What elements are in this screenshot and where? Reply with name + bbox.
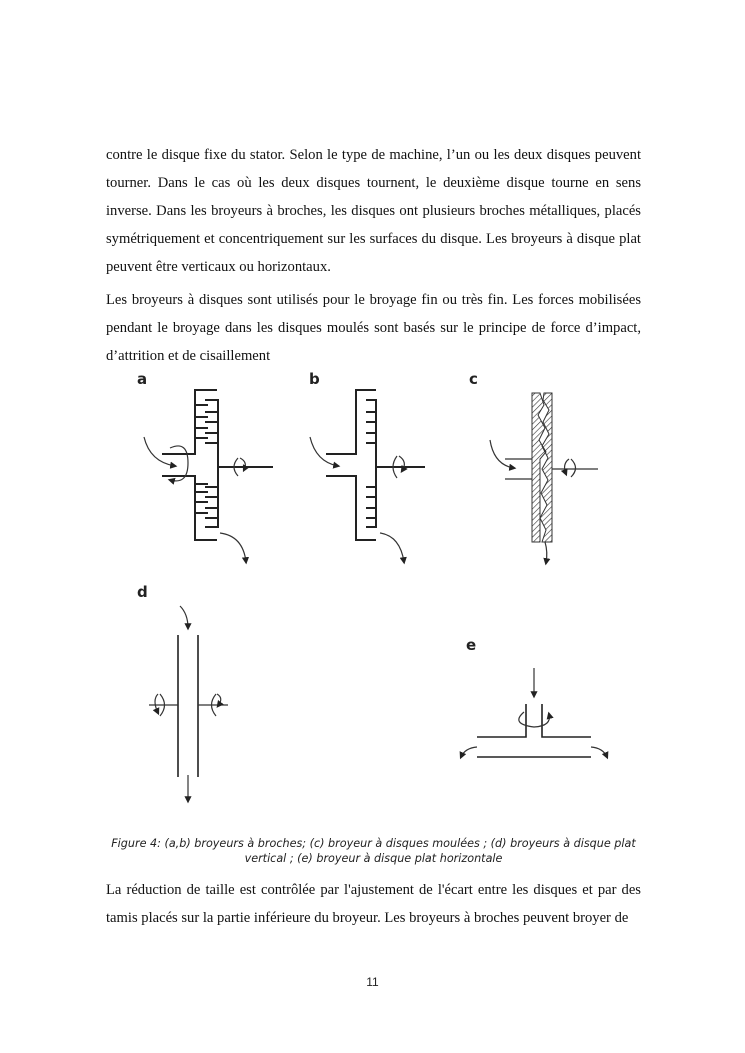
panel-a-pin-mill [137, 370, 273, 562]
panel-c-moulded-disc-mill [469, 370, 598, 563]
panel-e-horizontal-flat-disc-mill [461, 636, 607, 757]
paragraph-3: La réduction de taille est contrôlée par l'ajustement de l'écart entre les disques et par des tamis placés sur la partie inférieure du broyeur. Les broyeurs à broches peuvent broyer de [106, 882, 641, 926]
panel-label-d: d [137, 583, 148, 601]
figure-caption-line-2: vertical ; (e) broyeur à disque plat horizontale [244, 852, 503, 865]
panel-label-c: c [469, 370, 478, 388]
panel-label-b: b [309, 370, 320, 388]
panel-d-vertical-flat-disc-mill [137, 583, 228, 801]
figure-caption [106, 836, 641, 866]
panel-label-a: a [137, 370, 148, 388]
panel-b-pin-mill [309, 370, 425, 562]
panel-label-e: e [466, 636, 477, 654]
page-number: 11 [366, 975, 379, 989]
paragraph-1: contre le disque fixe du stator. Selon le type de machine, l’un ou les deux disques peuvent tourner. Dans le cas où les deux disques tournent, le deuxième disque tourne en sens inverse. Dans les broyeurs à broches, les disques ont plusieurs broches métalliques, placés symétriquement et concentriquement sur les surfaces du disque. Les broyeurs à disque plat peuvent être verticaux ou horizontaux. [106, 147, 641, 275]
figure-caption-line-1: Figure 4: (a,b) broyeurs à broches; (c) broyeur à disques moulées ; (d) broyeurs à disque plat [111, 837, 636, 850]
paragraph-2: Les broyeurs à disques sont utilisés pour le broyage fin ou très fin. Les forces mobilisées pendant le broyage dans les disques moulés sont basés sur le principe de force d’impact, d’attrition et de cisaillement [106, 292, 641, 364]
